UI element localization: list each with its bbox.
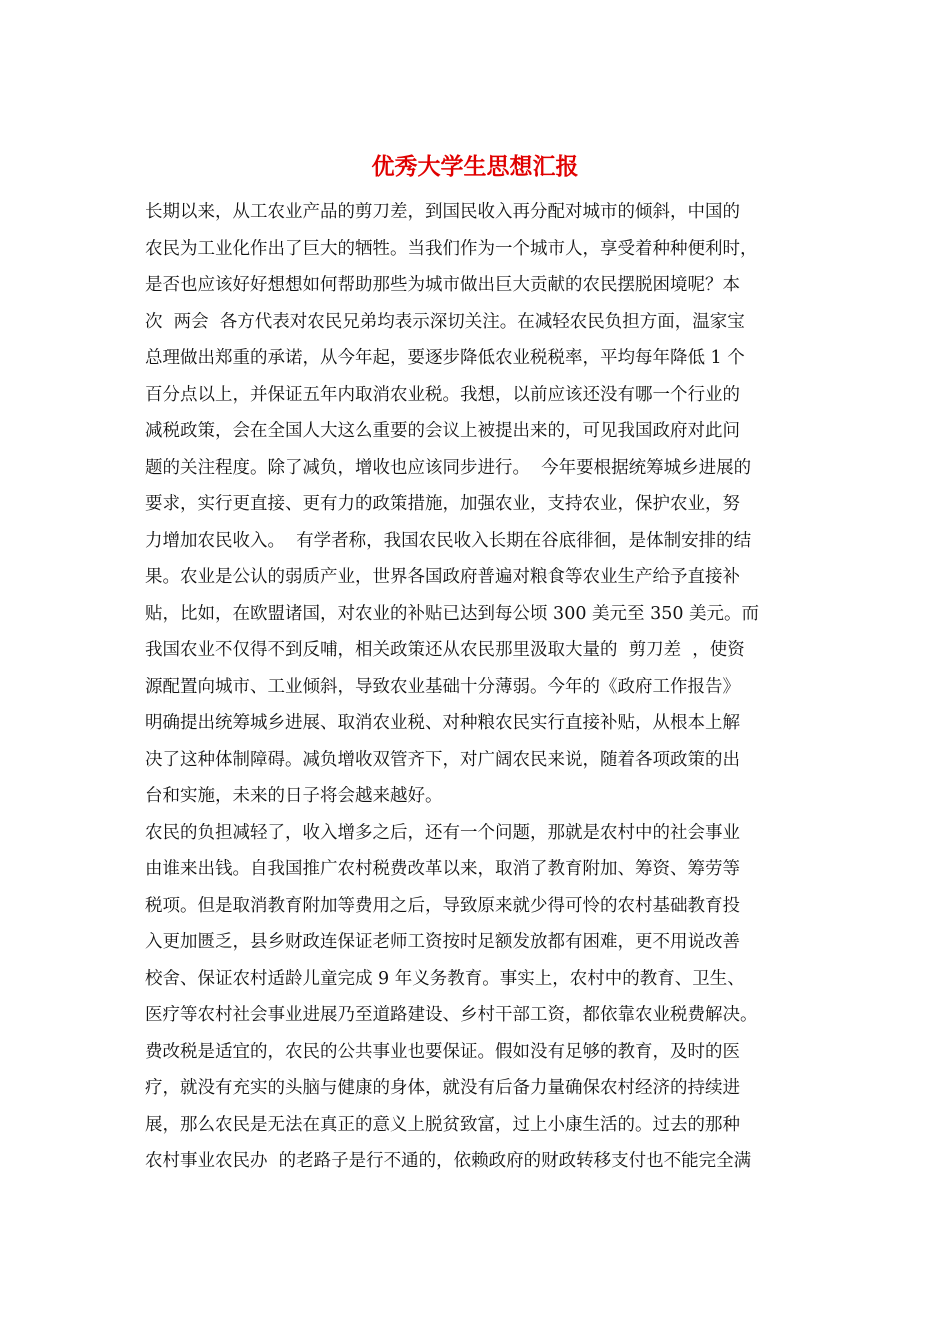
body-text-line: 总理做出郑重的承诺，从今年起，要逐步降低农业税税率，平均每年降低 1 个 bbox=[145, 348, 745, 368]
body-text-line: 力增加农民收入。 有学者称，我国农民收入长期在谷底徘徊，是体制安排的结 bbox=[145, 530, 752, 551]
body-text-line: 题的关注程度。除了减负，增收也应该同步进行。 今年要根据统筹城乡进展的 bbox=[145, 457, 752, 478]
body-text-line: 农民为工业化作出了巨大的牺牲。当我们作为一个城市人，享受着种种便利时， bbox=[145, 238, 758, 259]
body-text-line: 疗，就没有充实的头脑与健康的身体，就没有后备力量确保农村经济的持续进 bbox=[145, 1078, 740, 1098]
body-text-line: 次 两会 各方代表对农民兄弟均表示深切关注。在减轻农民负担方面，温家宝 bbox=[145, 311, 745, 332]
document-title: 优秀大学生思想汇报 bbox=[371, 153, 579, 180]
body-text-line: 我国农业不仅得不到反哺，相关政策还从农民那里汲取大量的 剪刀差 ，使资 bbox=[145, 640, 745, 660]
body-text-line: 减税政策，会在全国人大这么重要的会议上被提出来的，可见我国政府对此问 bbox=[145, 421, 740, 441]
body-text-line: 百分点以上，并保证五年内取消农业税。我想，以前应该还没有哪一个行业的 bbox=[145, 384, 740, 405]
body-text-line: 台和实施，未来的日子将会越来越好。 bbox=[145, 786, 443, 806]
body-text-line: 决了这种体制障碍。减负增收双管齐下，对广阔农民来说，随着各项政策的出 bbox=[145, 749, 740, 770]
body-text-line: 源配置向城市、工业倾斜，导致农业基础十分薄弱。今年的《政府工作报告》 bbox=[145, 676, 740, 697]
body-text-line: 要求，实行更直接、更有力的政策措施，加强农业，支持农业，保护农业，努 bbox=[145, 494, 740, 514]
body-text-line: 贴，比如，在欧盟诸国，对农业的补贴已达到每公顷 300 美元至 350 美元。而 bbox=[145, 603, 760, 624]
body-text-line: 费改税是适宜的，农民的公共事业也要保证。假如没有足够的教育，及时的医 bbox=[145, 1041, 740, 1062]
body-text-line: 是否也应该好好想想如何帮助那些为城市做出巨大贡献的农民摆脱困境呢？本 bbox=[145, 275, 740, 295]
body-text-line: 税项。但是取消教育附加等费用之后，导致原来就少得可怜的农村基础教育投 bbox=[145, 895, 740, 916]
body-text-line: 展，那么农民是无法在真正的意义上脱贫致富，过上小康生活的。过去的那种 bbox=[145, 1114, 740, 1135]
body-text-line: 校舍、保证农村适龄儿童完成 9 年义务教育。事实上，农村中的教育、卫生、 bbox=[145, 968, 745, 989]
body-text-line: 明确提出统筹城乡进展、取消农业税、对种粮农民实行直接补贴，从根本上解 bbox=[145, 713, 740, 733]
body-text-line: 农村事业农民办 的老路子是行不通的，依赖政府的财政转移支付也不能完全满 bbox=[145, 1151, 752, 1171]
body-text-line: 果。农业是公认的弱质产业，世界各国政府普遍对粮食等农业生产给予直接补 bbox=[145, 567, 740, 587]
body-text-line: 医疗等农村社会事业进展乃至道路建设、乡村干部工资，都依靠农业税费解决。 bbox=[145, 1005, 758, 1025]
document-body bbox=[145, 194, 815, 1180]
body-text-line: 入更加匮乏，县乡财政连保证老师工资按时足额发放都有困难，更不用说改善 bbox=[145, 932, 740, 952]
body-text-line: 长期以来，从工农业产品的剪刀差，到国民收入再分配对城市的倾斜，中国的 bbox=[145, 202, 740, 222]
body-text-line: 由谁来出钱。自我国推广农村税费改革以来，取消了教育附加、筹资、筹劳等 bbox=[145, 859, 740, 879]
body-text-line: 农民的负担减轻了，收入增多之后，还有一个问题，那就是农村中的社会事业 bbox=[145, 822, 740, 843]
